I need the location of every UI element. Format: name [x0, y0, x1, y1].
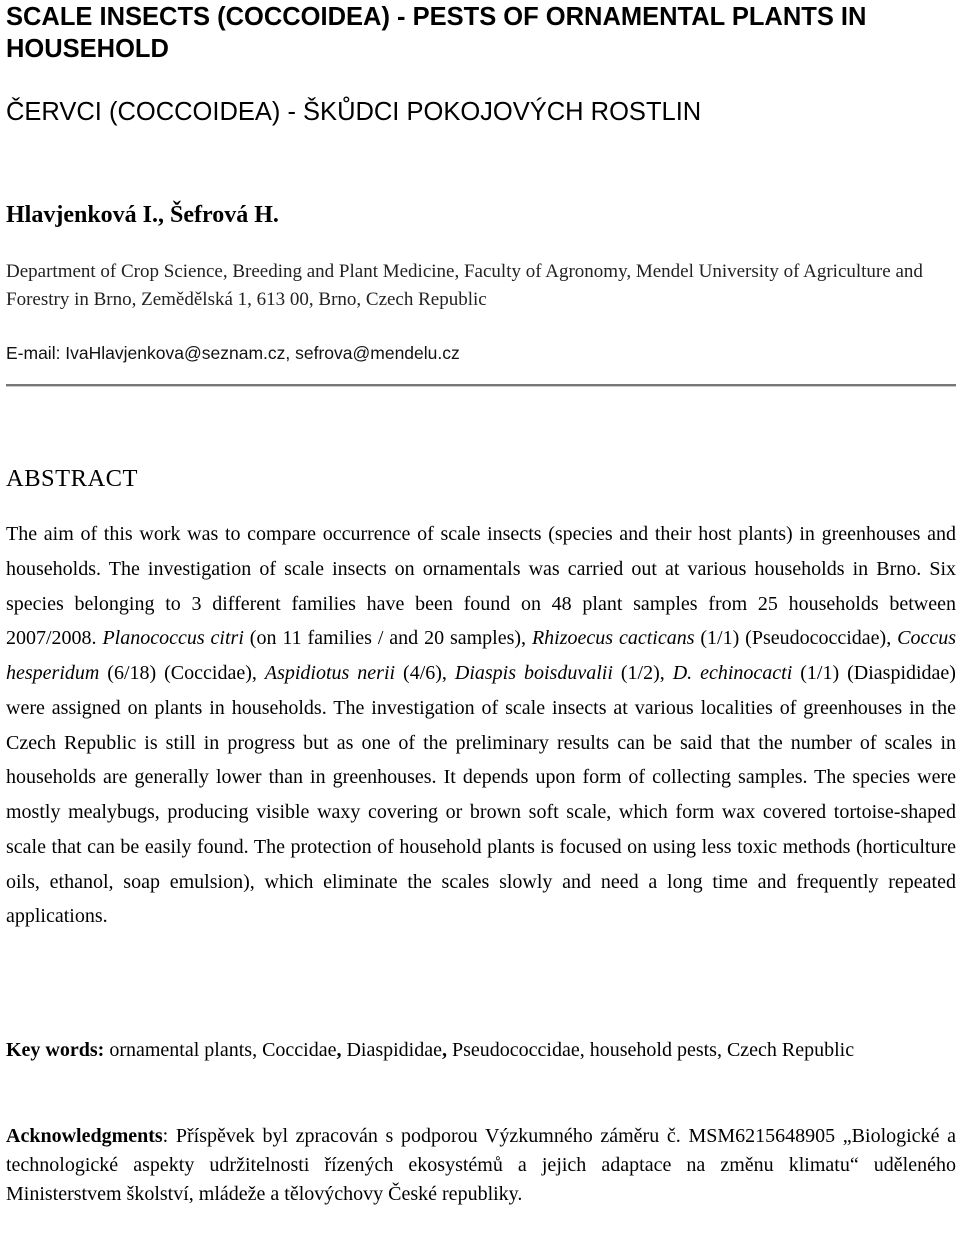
species-name: Diaspis boisduvalii	[454, 662, 613, 684]
species-name: Aspidiotus nerii	[264, 662, 396, 684]
abstract-text: (1/1) (Pseudococcidae),	[694, 627, 898, 650]
abstract-text: (1/2),	[612, 662, 673, 684]
keywords-label: Key words:	[6, 1039, 105, 1061]
acknowledgments-text: : Příspěvek byl zpracován s podporou Výzkumného záměru č. MSM6215648905 „Biologické a technologické aspekty udržitelnosti řízených ekosystémů a jejich adaptace na změnu klimatu“ uděleného Ministerstvem školství, mládeže a tělovýchovy České republiky.	[6, 1125, 956, 1205]
paper-title-czech: ČERVCI (COCCOIDEA) - ŠKŮDCI POKOJOVÝCH ROSTLIN	[6, 98, 702, 126]
keywords-text: Diaspididae	[341, 1039, 442, 1061]
abstract-text: (on 11 families / and 20 samples),	[243, 627, 532, 650]
abstract-heading: ABSTRACT	[6, 465, 138, 492]
keywords-separator: ,	[442, 1039, 447, 1061]
keywords-separator: ,	[336, 1039, 342, 1061]
species-name: Coccus hesperidum	[6, 627, 957, 684]
acknowledgments-label: Acknowledgments	[6, 1125, 163, 1147]
keywords-text: Pseudococcidae, household pests, Czech Republic	[447, 1039, 855, 1061]
species-name: Planococcus citri	[102, 627, 244, 650]
species-name: Rhizoecus cacticans	[531, 627, 695, 650]
species-name: D. echinocacti	[672, 662, 793, 684]
author-affiliation: Department of Crop Science, Breeding and Plant Medicine, Faculty of Agronomy, Mendel University of Agriculture and Forestry in Brno, Zemědělská 1, 613 00, Brno, Czech Republic	[6, 261, 923, 310]
abstract-text: The aim of this work was to compare occurrence of scale insects (species and their host plants) in greenhouses and households. The investigation of scale insects on ornamentals was carried out at various households in Brno. Six species belonging to 3 different families have been found on 48 plant samples from 25 households between 2007/2008.	[6, 523, 956, 650]
abstract-body	[6, 517, 956, 934]
acknowledgments	[6, 1122, 956, 1209]
author-list: Hlavjenková I., Šefrová H.	[6, 202, 279, 228]
keywords	[6, 1036, 956, 1065]
section-divider	[6, 384, 956, 387]
abstract-text: (1/1) (Diaspididae) were assigned on plants in households. The investigation of scale insects at various localities of greenhouses in the Czech Republic is still in progress but as one of the preliminary results can be said that the number of scales in households are generally lower than in greenhouses. It depends upon form of collecting samples. The species were mostly mealybugs, producing visible waxy covering or brown soft scale, which form wax covered tortoise-shaped scale that can be easily found. The protection of household plants is focused on using less toxic methods (horticulture oils, ethanol, soap emulsion), which eliminate the scales slowly and need a long time and frequently repeated applications.	[6, 662, 956, 928]
paper-title-english: SCALE INSECTS (COCCOIDEA) - PESTS OF ORNAMENTAL PLANTS IN HOUSEHOLD	[6, 3, 867, 63]
abstract-text: (6/18) (Coccidae),	[99, 662, 265, 684]
keywords-text: ornamental plants, Coccidae	[104, 1039, 337, 1061]
abstract-text: (4/6),	[395, 662, 455, 684]
contact-email: E-mail: IvaHlavjenkova@seznam.cz, sefrova@mendelu.cz	[6, 343, 460, 363]
